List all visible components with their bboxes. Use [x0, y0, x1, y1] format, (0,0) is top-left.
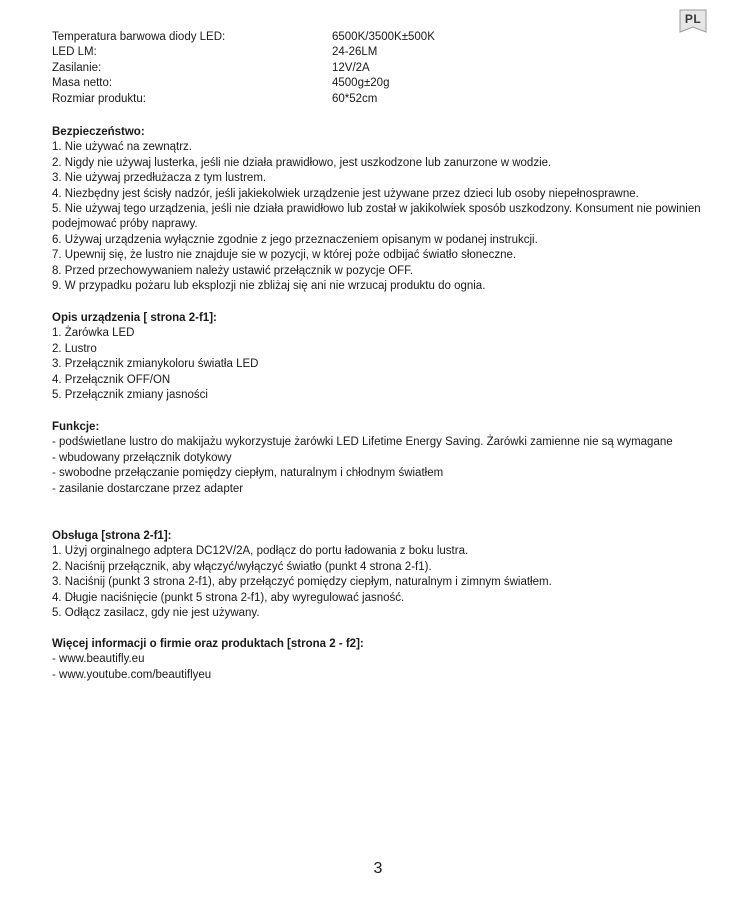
operation-heading: Obsługa [strona 2-f1]:	[52, 530, 172, 542]
description-item: 2. Lustro	[52, 342, 97, 355]
spec-label: Zasilanie:	[52, 61, 102, 74]
language-code: PL	[684, 12, 702, 26]
page-number: 3	[373, 860, 383, 877]
operation-item: 5. Odłącz zasilacz, gdy nie jest używany.	[52, 607, 260, 620]
spec-value: 24-26LM	[332, 46, 378, 59]
spec-row	[52, 61, 435, 76]
operation-item: 4. Długie naciśnięcie (punkt 5 strona 2-f1), aby wyregulować jasność.	[52, 591, 405, 604]
description-section	[52, 311, 732, 403]
spec-value: 60*52cm	[332, 92, 378, 105]
safety-item: 3. Nie używaj przedłużacza z tym lustrem.	[52, 172, 267, 185]
safety-item: 4. Niezbędny jest ścisły nadzór, jeśli jakiekolwiek urządzenie jest używane przez dzieci lub osoby niepełnosprawne.	[52, 187, 639, 200]
spec-label: Rozmiar produktu:	[52, 92, 146, 105]
features-item: - swobodne przełączanie pomiędzy ciepłym, naturalnym i chłodnym światłem	[52, 467, 444, 480]
spec-row	[52, 45, 435, 60]
safety-item: 1. Nie używać na zewnątrz.	[52, 141, 192, 154]
description-item: 5. Przełącznik zmiany jasności	[52, 389, 208, 402]
spec-label: LED LM:	[52, 46, 97, 59]
spec-label: Masa netto:	[52, 77, 113, 90]
features-item: - podświetlane lustro do makijażu wykorzystuje żarówki LED Lifetime Energy Saving. Żarówki zamienne nie są wymagane	[52, 436, 673, 449]
operation-item: 1. Użyj orginalnego adptera DC12V/2A, podłącz do portu ładowania z boku lustra.	[52, 545, 469, 558]
features-item: - zasilanie dostarczane przez adapter	[52, 482, 244, 495]
operation-section	[52, 529, 732, 621]
more-info-link: - www.beautifly.eu	[52, 653, 145, 666]
description-heading: Opis urządzenia [ strona 2-f1]:	[52, 312, 217, 324]
spec-label: Temperatura barwowa diody LED:	[52, 31, 226, 43]
safety-item: 8. Przed przechowywaniem należy ustawić przełącznik w pozycje OFF.	[52, 264, 414, 277]
spec-value: 12V/2A	[332, 61, 370, 74]
safety-section	[52, 125, 732, 294]
spec-value: 6500K/3500K±500K	[332, 31, 435, 43]
operation-item: 2. Naciśnij przełącznik, aby włączyć/wyłączyć światło (punkt 4 strona 2-f1).	[52, 560, 432, 573]
language-badge	[679, 9, 707, 35]
features-heading: Funkcje:	[52, 421, 100, 433]
features-section	[52, 420, 732, 497]
description-item: 3. Przełącznik zmianykoloru światła LED	[52, 358, 259, 371]
spec-row	[52, 30, 435, 45]
safety-item: 6. Używaj urządzenia wyłącznie zgodnie z jego przeznaczeniem opisanym w podanej instrukcji.	[52, 233, 538, 246]
safety-item: 7. Upewnij się, że lustro nie znajduje sie w pozycji, w której poże odbijać światło słoneczne.	[52, 249, 517, 262]
specifications	[52, 30, 435, 107]
more-info-heading: Więcej informacji o firmie oraz produktach [strona 2 - f2]:	[52, 638, 364, 650]
spec-row	[52, 92, 435, 107]
safety-item: 9. W przypadku pożaru lub eksplozji nie zbliżaj się ani nie wrzucaj produktu do ognia.	[52, 280, 486, 293]
operation-item: 3. Naciśnij (punkt 3 strona 2-f1), aby przełączyć pomiędzy ciepłym, naturalnym i zimnym światłem.	[52, 576, 552, 589]
safety-item: 5. Nie używaj tego urządzenia, jeśli nie działa prawidłowo lub został w jakikolwiek sposób uszkodzony. Konsument nie powinien podejmować próby naprawy.	[52, 203, 701, 231]
features-item: - wbudowany przełącznik dotykowy	[52, 451, 232, 464]
description-item: 1. Żarówka LED	[52, 327, 135, 340]
safety-heading: Bezpieczeństwo:	[52, 126, 145, 138]
description-item: 4. Przełącznik OFF/ON	[52, 373, 171, 386]
safety-item: 2. Nigdy nie używaj lusterka, jeśli nie działa prawidłowo, jest uszkodzone lub zanurzone w wodzie.	[52, 156, 552, 169]
more-info-link: - www.youtube.com/beautiflyeu	[52, 668, 212, 681]
spec-row	[52, 76, 435, 91]
spec-value: 4500g±20g	[332, 77, 390, 90]
more-info-section	[52, 637, 732, 683]
